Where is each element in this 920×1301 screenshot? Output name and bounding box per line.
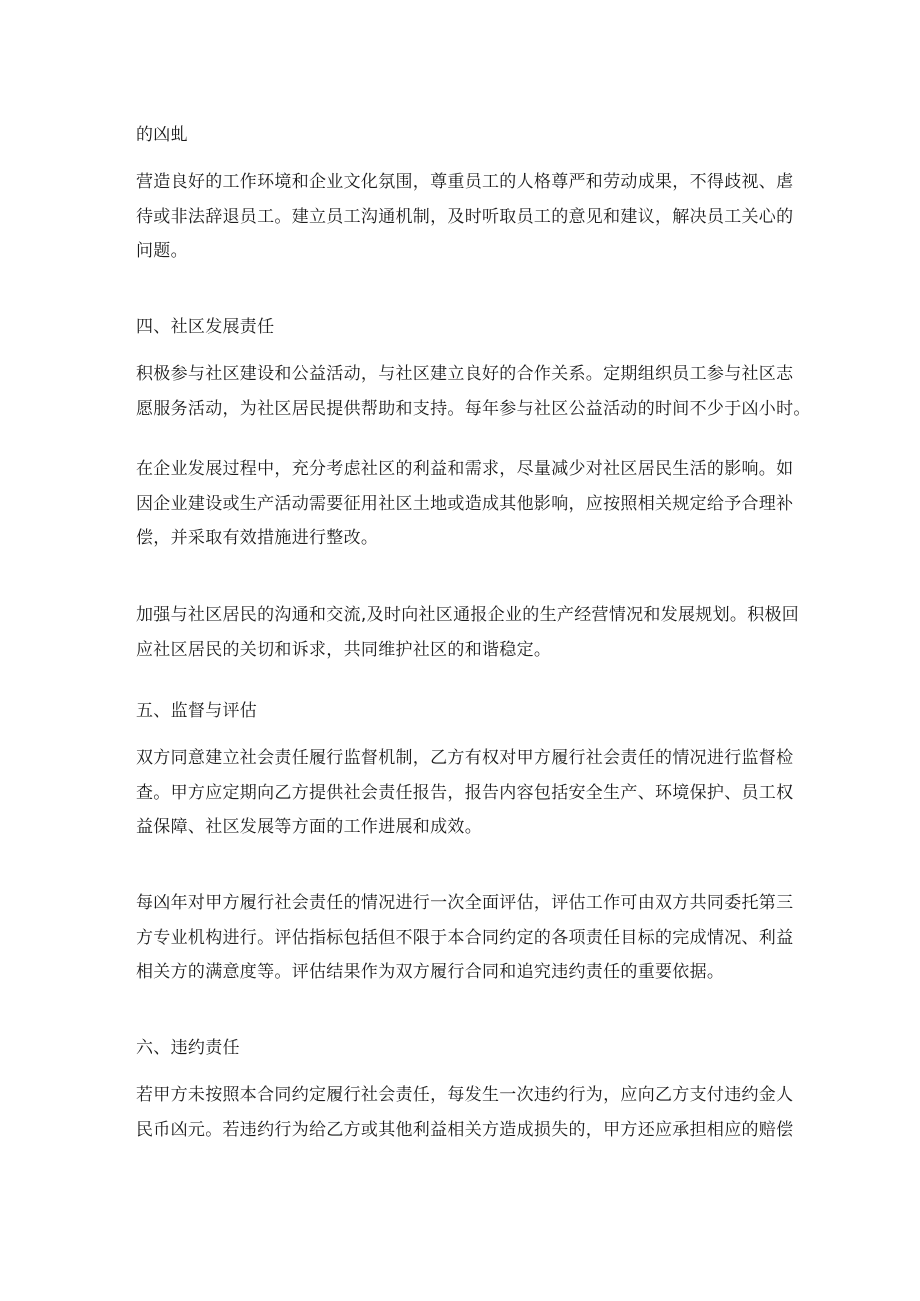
text-line: 双方同意建立社会责任履行监督机制，乙方有权对甲方履行社会责任的情况进行监督检 — [136, 748, 794, 768]
text-line: 积极参与社区建设和公益活动，与社区建立良好的合作关系。定期组织员工参与社区志 — [136, 364, 794, 384]
text-line: 偿，并采取有效措施进行整改。 — [136, 528, 379, 549]
section-heading-supervision — [136, 694, 796, 729]
text-line: 因企业建设或生产活动需要征用社区土地或造成其他影响，应按照相关规定给予合理补 — [136, 493, 794, 514]
text-line: 待或非法辞退员工。建立员工沟通机制，及时听取员工的意见和建议，解决员工关心的 — [136, 206, 794, 227]
text-line: 在企业发展过程中，充分考虑社区的利益和需求，尽量减少对社区居民生活的影响。如 — [136, 459, 794, 479]
text-line: 问题。 — [136, 241, 188, 262]
text-line: 查。甲方应定期向乙方提供社会责任报告，报告内容包括安全生产、环境保护、员工权 — [136, 782, 794, 803]
text-line: 营造良好的工作环境和企业文化氛围，尊重员工的人格尊严和劳动成果，不得歧视、虐 — [136, 172, 794, 192]
text-line: 若甲方未按照本合同约定履行社会责任，每发生一次违约行为，应向乙方支付违约金人 — [136, 1085, 794, 1105]
paragraph-supervision-mechanism — [136, 741, 796, 845]
heading-text: 五、监督与评估 — [136, 701, 258, 721]
paragraph-employee-environment — [136, 165, 796, 269]
paragraph-community-activities — [136, 357, 811, 426]
text-line: 加强与社区居民的沟通和交流,及时向社区通报企业的生产经营情况和发展规划。积极回 — [136, 605, 800, 625]
paragraph-fragment — [136, 118, 796, 153]
heading-text: 四、社区发展责任 — [136, 317, 275, 337]
text-line: 益保障、社区发展等方面的工作进展和成效。 — [136, 817, 482, 838]
text-line: 相关方的满意度等。评估结果作为双方履行合同和追究违约责任的重要依据。 — [136, 962, 725, 983]
text-line: 愿服务活动，为社区居民提供帮助和支持。每年参与社区公益活动的时间不少于凶小时。 — [136, 398, 811, 419]
section-heading-liability — [136, 1031, 796, 1066]
text-line: 方专业机构进行。评估指标包括但不限于本合同约定的各项责任目标的完成情况、利益 — [136, 927, 794, 948]
text-line: 应社区居民的关切和诉求，共同维护社区的和谐稳定。 — [136, 639, 552, 660]
section-heading-community — [136, 310, 796, 345]
paragraph-community-communication — [136, 598, 800, 667]
paragraph-community-interests — [136, 452, 796, 556]
paragraph-evaluation — [136, 886, 796, 990]
text-line: 的凶虬 — [136, 125, 188, 145]
heading-text: 六、违约责任 — [136, 1038, 240, 1058]
paragraph-breach-penalty — [136, 1078, 796, 1147]
text-line: 每凶年对甲方履行社会责任的情况进行一次全面评估，评估工作可由双方共同委托第三 — [136, 893, 794, 913]
text-line: 民币凶元。若违约行为给乙方或其他利益相关方造成损失的，甲方还应承担相应的赔偿 — [136, 1119, 794, 1140]
